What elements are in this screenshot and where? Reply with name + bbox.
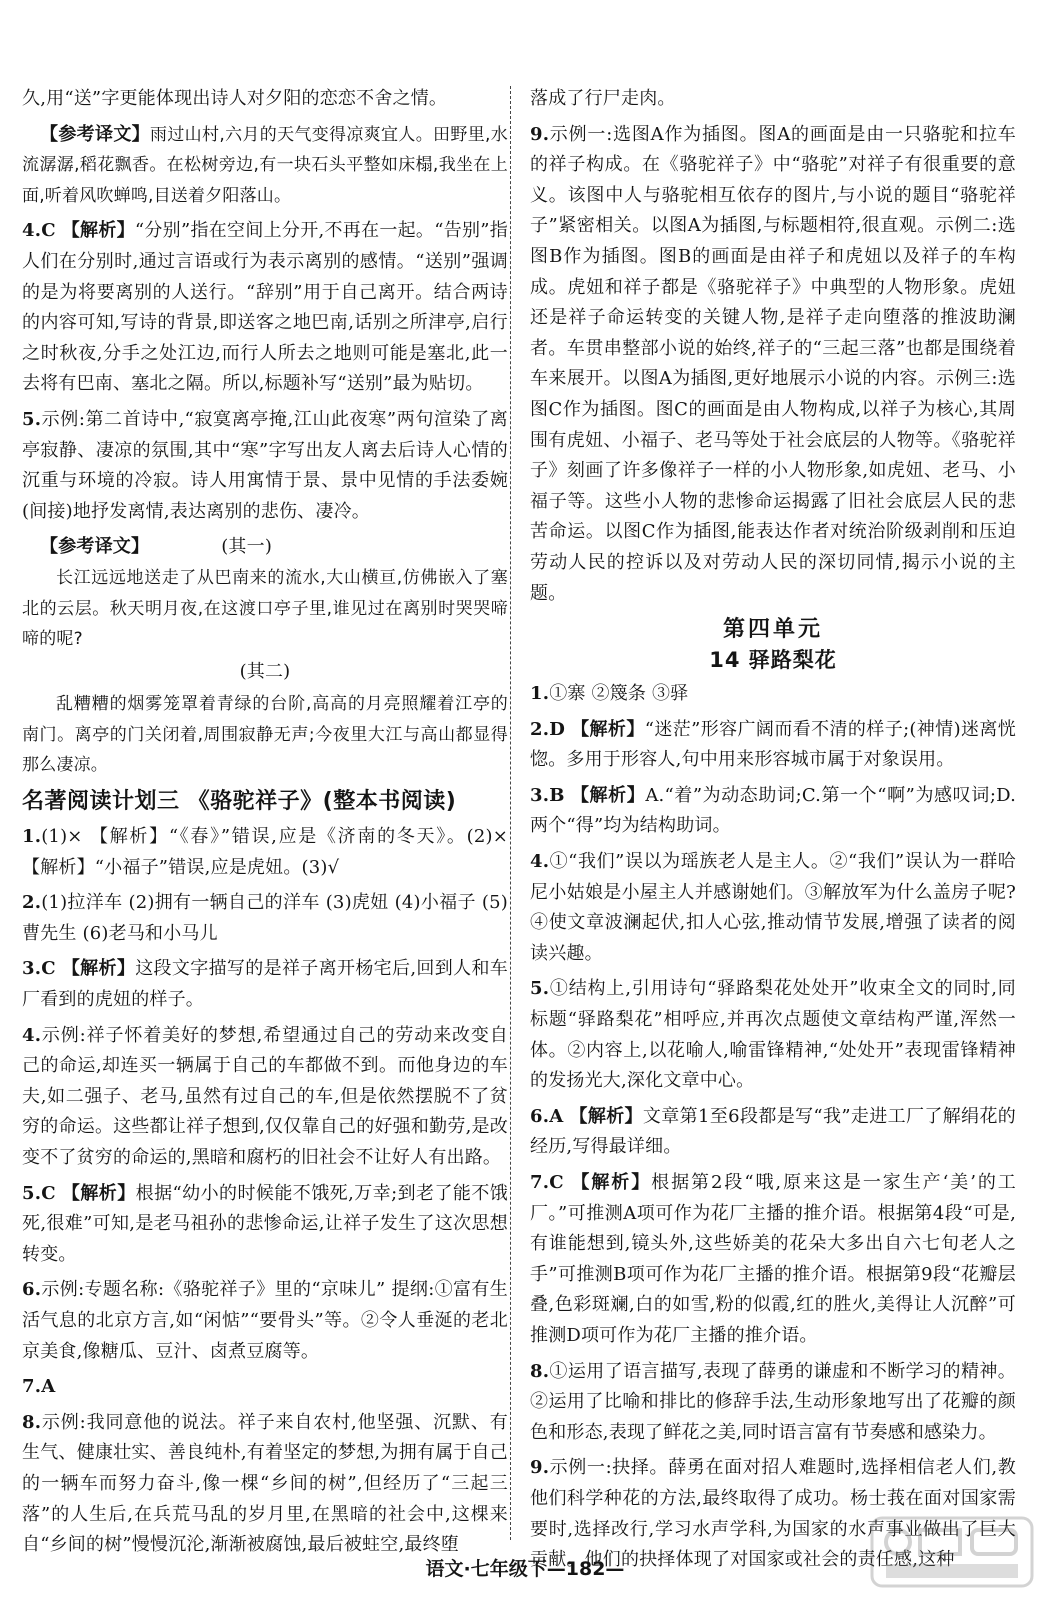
translation-heading: 【参考译文】	[40, 123, 150, 145]
lesson-item-5	[530, 974, 1016, 1096]
analysis-tag: 【解析】	[569, 1105, 643, 1127]
item-answer: A	[41, 1376, 56, 1398]
unit-title: 第四单元	[722, 617, 823, 643]
item-text: (1)拉洋车 (2)拥有一辆自己的洋车 (3)虎妞 (4)小福子 (5)曹先生 (6)老马和小马儿	[22, 892, 508, 944]
item-text: ①运用了语言描写,表现了薛勇的谦虚和不断学习的精神。②运用了比喻和排比的修辞手法,生动形象地写出了花瓣的颜色和形态,表现了鲜花之美,同时语言富有节奏感和感染力。	[530, 1360, 1016, 1443]
lesson-item-7	[530, 1168, 1016, 1352]
analysis-tag: 【解析】	[570, 784, 646, 806]
item-text: 根据“幼小的时候能不饿死,万幸;到老了能不饿死,很难”可知,是老马祖孙的悲惨命运,让祥子发生了这次思想转变。	[22, 1182, 509, 1265]
reading-item-4	[22, 1021, 508, 1174]
reading-item-3	[22, 954, 508, 1015]
item-number: 6.	[530, 1105, 550, 1127]
translation-text: 雨过山村,六月的天气变得凉爽宜人。田野里,水流潺潺,稻花飘香。在松树旁边,有一块石头平整如床榻,我坐在上面,听着风吹蝉鸣,目送着夕阳落山。	[22, 124, 508, 206]
item-text: 这段文字描写的是祥子离开杨宅后,回到人和车厂看到的虎妞的样子。	[22, 958, 509, 1011]
reading-item-2	[22, 888, 508, 949]
poem-subtitle-1: (其一)	[221, 536, 273, 558]
lesson-item-2	[530, 715, 1016, 776]
item-text: 示例:我同意他的说法。祥子来自农村,他坚强、沉默、有生气、健康壮实、善良纯朴,有着坚定的梦想,为拥有属于自己的一辆车而努力奋斗,像一棵“乡间的树”,但经历了“三起三落”的人生后,在兵荒马乱的岁月里,在黑暗的社会中,这棵来自“乡间的树”慢慢沉沦,渐渐被腐蚀,最后被蛀空,最终堕	[22, 1411, 508, 1556]
column-divider	[510, 86, 511, 1540]
item-text: 示例:祥子怀着美好的梦想,希望通过自己的劳动来改变自己的命运,却连买一辆属于自己的车都做不到。而他身边的车夫,如二强子、老马,虽然有过自己的车,但是依然摆脱不了贫穷的命运。这些都让祥子想到,仅仅靠自己的好强和勤劳,是改变不了贫穷的命运的,黑暗和腐朽的旧社会不让好人有出路。	[22, 1024, 508, 1168]
translation-heading: 【参考译文】	[40, 536, 150, 558]
item-answer: C	[41, 1182, 56, 1204]
reference-translation-1	[22, 120, 508, 212]
answer-item-4	[22, 216, 508, 400]
reference-translation-2	[22, 532, 508, 781]
item-text: 示例一:抉择。薛勇在面对招人难题时,选择相信老人们,教他们科学种花的方法,最终取得了成功。杨士莪在面对国家需要时,选择改行,学习水声学科,为国家的水声事业做出了巨大贡献。他们的抉择体现了对国家或社会的责任感,这种	[530, 1457, 1016, 1571]
analysis-tag: 【解析】	[571, 718, 645, 740]
item-number: 4.	[530, 851, 550, 873]
item-number: 2.	[22, 892, 42, 914]
watermark-logo	[868, 1512, 1038, 1592]
lesson-item-6	[530, 1102, 1016, 1163]
item-text: (1)× 【解析】“《春》”错误,应是《济南的冬天》。(2)× 【解析】“小福子”错误,应是虎妞。(3)√	[22, 826, 508, 878]
item-text: ①寨 ②篾条 ③驿	[549, 683, 689, 705]
item-answer: C	[41, 220, 56, 242]
item-text: A.“着”为动态助词;C.第一个“啊”为感叹词;D.两个“得”均为结构助词。	[530, 784, 1016, 837]
reading-item-9	[530, 120, 1016, 610]
item-number: 5.	[22, 408, 42, 430]
item-number: 2.	[530, 718, 550, 740]
item-text: ①“我们”误以为瑶族老人是主人。②“我们”误认为一群哈尼小姑娘是小屋主人并感谢她们。③解放军为什么盖房子呢?④使文章波澜起伏,扣人心弦,推动情节发展,增强了读者的阅读兴趣。	[530, 851, 1016, 964]
item-text: 根据第2段“哦,原来这是一家生产‘美’的工厂。”可推测A项可作为花厂主播的推介语。根据第4段“可是,有谁能想到,镜头外,这些娇美的花朵大多出自六七旬老人之手”可推测B项可作为花厂主播的推介语。根据第9段“花瓣层叠,色彩斑斓,白的如雪,粉的似霞,红的胜火,美得让人沉醉”可推测D项可作为花厂主播的推介语。	[530, 1172, 1016, 1346]
item-number: 6.	[22, 1279, 42, 1301]
item-number: 4.	[22, 220, 42, 242]
item-text: “迷茫”形容广阔而看不清的样子;(神情)迷离恍惚。多用于形容人,句中用来形容城市属于对象误用。	[530, 718, 1016, 771]
item-answer: D	[549, 718, 566, 740]
reading-item-8	[22, 1408, 508, 1561]
item-number: 8.	[530, 1360, 550, 1382]
item-text: 文章第1至6段都是写“我”走进工厂了解绢花的经历,写得最详细。	[530, 1105, 1016, 1158]
page-footer: 语文·七年级下—182—	[425, 1558, 625, 1580]
item-number: 1.	[530, 683, 550, 705]
item-answer: C	[41, 958, 56, 980]
lesson-item-8	[530, 1357, 1016, 1449]
analysis-tag: 【解析】	[61, 220, 135, 242]
right-column	[530, 84, 1016, 1581]
item-answer: A	[549, 1105, 564, 1127]
left-continuation	[22, 84, 508, 115]
item-number: 3.	[22, 958, 42, 980]
analysis-tag: 【解析】	[61, 1182, 136, 1204]
reading-item-1	[22, 822, 508, 883]
item-number: 5.	[530, 978, 550, 1000]
continuation-text: 久,用“送”字更能体现出诗人对夕阳的恋恋不舍之情。	[22, 88, 448, 109]
item-number: 9.	[530, 1457, 550, 1479]
item-number: 8.	[22, 1411, 42, 1433]
item-number: 5.	[22, 1182, 42, 1204]
item-number: 7.	[530, 1172, 550, 1193]
lesson-item-1	[530, 679, 1016, 710]
item-answer: C	[549, 1172, 564, 1193]
continuation-text: 落成了行尸走肉。	[530, 88, 676, 109]
poem-subtitle-2: (其二)	[239, 660, 291, 682]
item-text: “分别”指在空间上分开,不再在一起。“告别”指人们在分别时,通过言语或行为表示离别的感情。“送别”强调的是为将要离别的人送行。“辞别”用于自己离开。结合两诗的内容可知,写诗的背景,即送客之地巴南,话别之所津亭,启行之时秋夜,分手之处江边,而行人所去之地则可能是塞北,此一去将有巴南、塞北之隔。所以,标题补写“送别”最为贴切。	[22, 220, 508, 395]
item-answer: B	[549, 784, 565, 806]
analysis-tag: 【解析】	[61, 958, 136, 980]
translation-text-2: 乱糟糟的烟雾笼罩着青绿的台阶,高高的月亮照耀着江亭的南门。离亭的门关闭着,周围寂静无声;今夜里大江与高山都显得那么凄凉。	[22, 694, 508, 776]
reading-item-6	[22, 1275, 508, 1367]
answer-item-5	[22, 405, 508, 527]
item-number: 4.	[22, 1024, 42, 1046]
item-text: 示例:第二首诗中,“寂寞离亭掩,江山此夜寒”两句渲染了离亭寂静、凄凉的氛围,其中“寒”字写出友人离去后诗人心情的沉重与环境的冷寂。诗人用寓情于景、景中见情的手法委婉(间接)地抒发离情,表达离别的悲伤、凄冷。	[22, 408, 508, 522]
right-continuation	[530, 84, 1016, 115]
item-text: 示例:专题名称:《骆驼祥子》里的“京味儿” 提纲:①富有生活气息的北京方言,如“闲惦”“要骨头”等。②令人垂涎的老北京美食,像糖瓜、豆汁、卤煮豆腐等。	[22, 1279, 508, 1362]
section-title: 名著阅读计划三 《骆驼祥子》(整本书阅读)	[22, 789, 457, 815]
item-number: 7.	[22, 1376, 42, 1398]
item-number: 9.	[530, 123, 550, 145]
item-text: ①结构上,引用诗句“驿路梨花处处开”收束全文的同时,同标题“驿路梨花”相呼应,并再次点题使文章结构严谨,浑然一体。②内容上,以花喻人,喻雷锋精神,“处处开”表现雷锋精神的发扬光大,深化文章中心。	[530, 978, 1016, 1092]
reading-item-5	[22, 1179, 508, 1271]
lesson-item-3	[530, 781, 1016, 842]
analysis-tag: 【解析】	[571, 1172, 652, 1193]
item-number: 1.	[22, 826, 42, 848]
lesson-title: 14 驿路梨花	[709, 648, 837, 673]
item-number: 3.	[530, 784, 550, 806]
translation-text-1: 长江远远地送走了从巴南来的流水,大山横亘,仿佛嵌入了塞北的云层。秋天明月夜,在这渡口亭子里,谁见过在离别时哭哭啼啼的呢?	[22, 567, 508, 650]
left-column	[22, 84, 508, 1566]
watermark-logo-icon	[868, 1512, 1038, 1592]
item-text: 示例一:选图A作为插图。图A的画面是由一只骆驼和拉车的祥子构成。在《骆驼祥子》中“骆驼”对祥子有很重要的意义。该图中人与骆驼相互依存的图片,与小说的题目“骆驼祥子”紧密相关。以图A为插图,与标题相符,很直观。示例二:选图B作为插图。图B的画面是由祥子和虎妞以及祥子的车构成。虎妞和祥子都是《骆驼祥子》中典型的人物形象。虎妞还是祥子命运转变的关键人物,是祥子走向堕落的推波助澜者。车贯串整部小说的始终,祥子的“三起三落”也都是围绕着车来展开。以图A为插图,更好地展示小说的内容。示例三:选图C作为插图。图C的画面是由人物构成,以祥子为核心,其周围有虎妞、小福子、老马等处于社会底层的人物等。《骆驼祥子》刻画了许多像祥子一样的小人物形象,如虎妞、老马、小福子等。这些小人物的悲惨命运揭露了旧社会底层人民的悲苦命运。以图C作为插图,能表达作者对统治阶级剥削和压迫劳动人民的控诉以及对劳动人民的深切同情,揭示小说的主题。	[530, 123, 1016, 604]
reading-item-7	[22, 1372, 508, 1403]
lesson-item-4	[530, 847, 1016, 969]
